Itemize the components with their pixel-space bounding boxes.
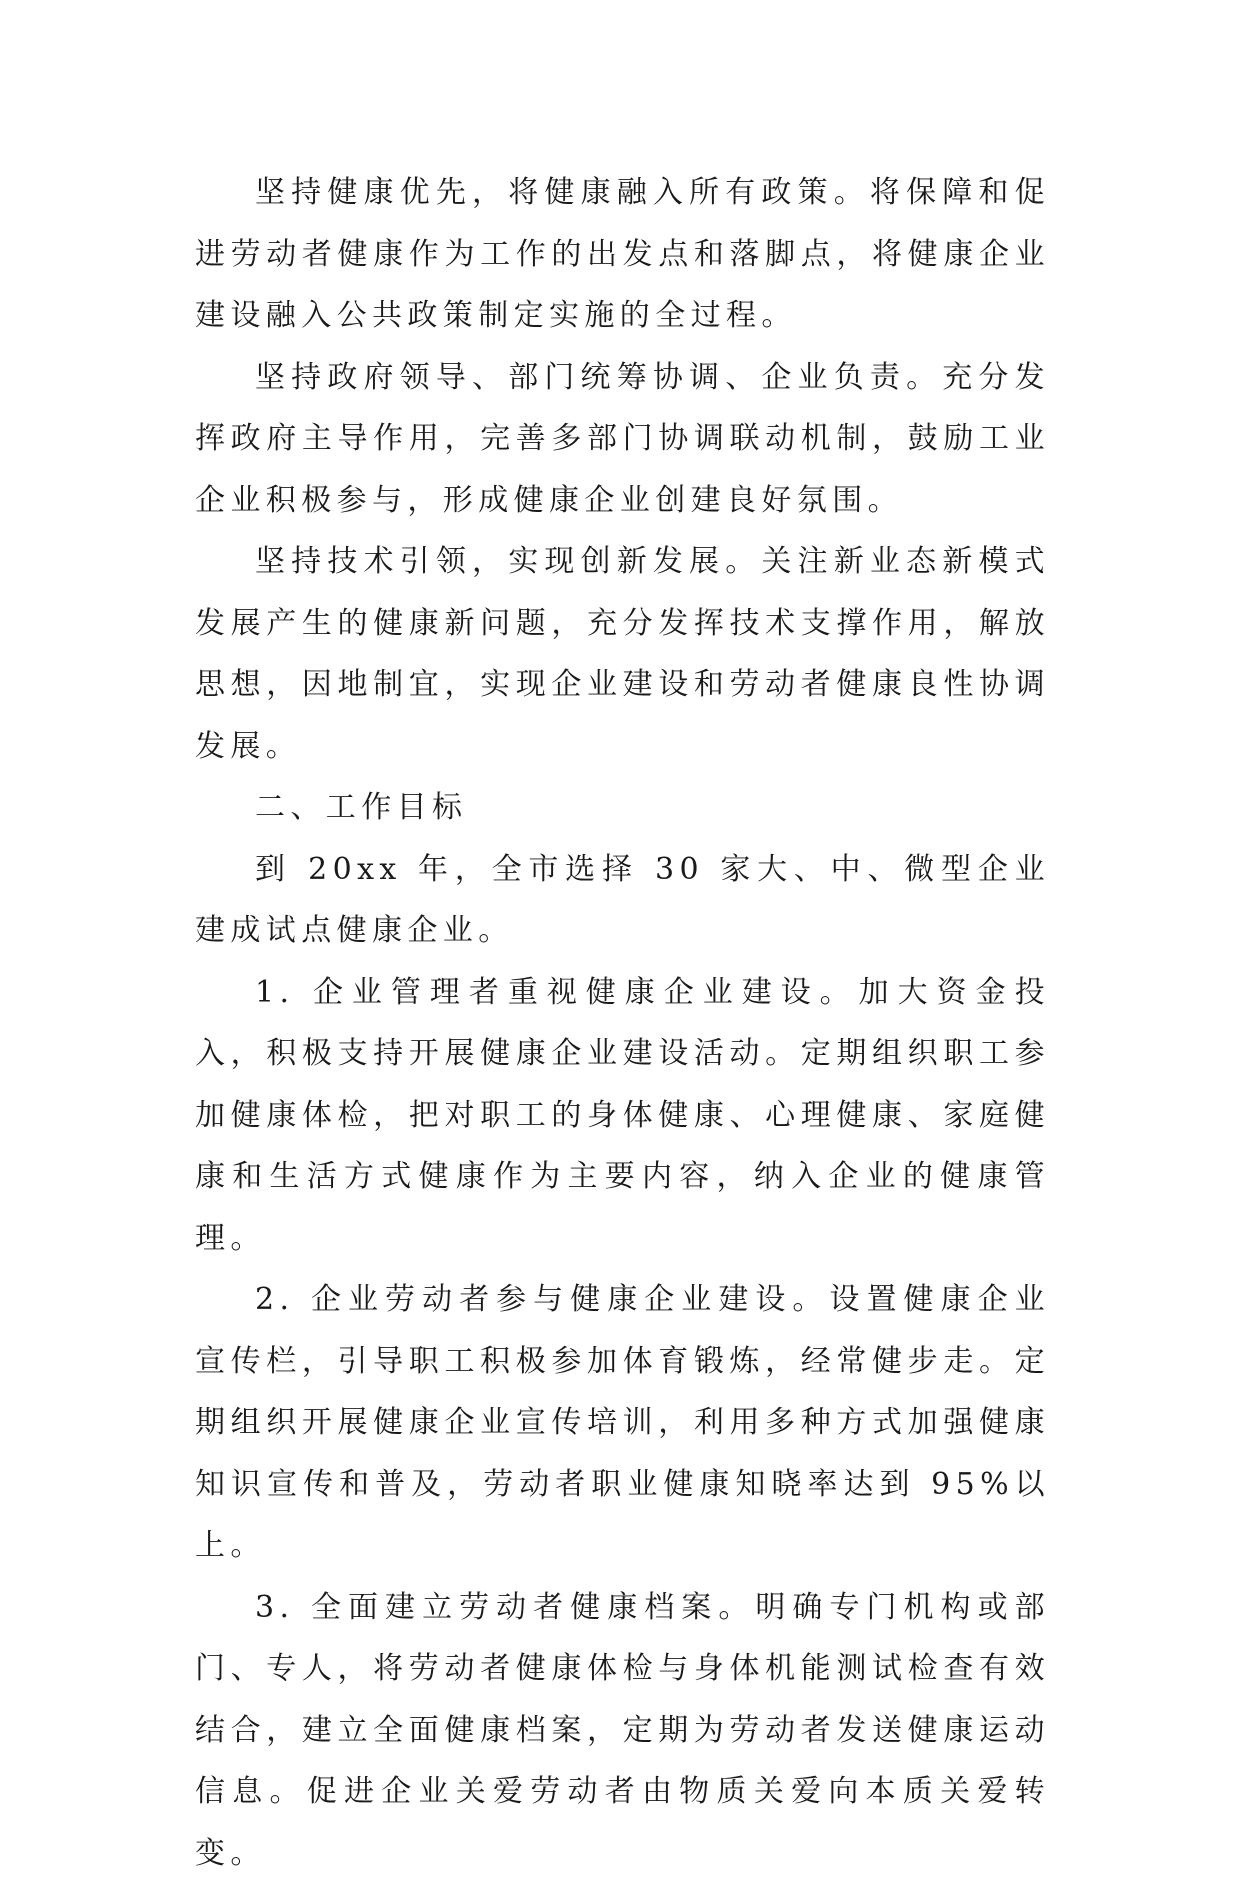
goal-item-2-paragraph: 2. 企业劳动者参与健康企业建设。设置健康企业宣传栏，引导职工积极参加体育锻炼，经常健步走。定期组织开展健康企业宣传培训，利用多种方式加强健康知识宣传和普及，劳动者职业健康知晓率达到 95%以上。 (195, 1269, 1050, 1577)
principle-health-priority-paragraph: 坚持健康优先，将健康融入所有政策。将保障和促进劳动者健康作为工作的出发点和落脚点，将健康企业建设融入公共政策制定实施的全过程。 (195, 162, 1050, 347)
principle-technology-paragraph: 坚持技术引领，实现创新发展。关注新业态新模式发展产生的健康新问题，充分发挥技术支撑作用，解放思想，因地制宜，实现企业建设和劳动者健康良性协调发展。 (195, 531, 1050, 777)
goal-summary-paragraph: 到 20xx 年，全市选择 30 家大、中、微型企业建成试点健康企业。 (195, 839, 1050, 962)
principle-government-leadership-paragraph: 坚持政府领导、部门统筹协调、企业负责。充分发挥政府主导作用，完善多部门协调联动机制，鼓励工业企业积极参与，形成健康企业创建良好氛围。 (195, 347, 1050, 532)
goal-item-3-paragraph: 3. 全面建立劳动者健康档案。明确专门机构或部门、专人，将劳动者健康体检与身体机能测试检查有效结合，建立全面健康档案，定期为劳动者发送健康运动信息。促进企业关爱劳动者由物质关爱向本质关爱转变。 (195, 1577, 1050, 1884)
section-heading-work-goals: 二、工作目标 (195, 777, 1050, 839)
document-body (195, 162, 1050, 1884)
goal-item-1-paragraph: 1. 企业管理者重视健康企业建设。加大资金投入，积极支持开展健康企业建设活动。定期组织职工参加健康体检，把对职工的身体健康、心理健康、家庭健康和生活方式健康作为主要内容，纳入企业的健康管理。 (195, 962, 1050, 1270)
